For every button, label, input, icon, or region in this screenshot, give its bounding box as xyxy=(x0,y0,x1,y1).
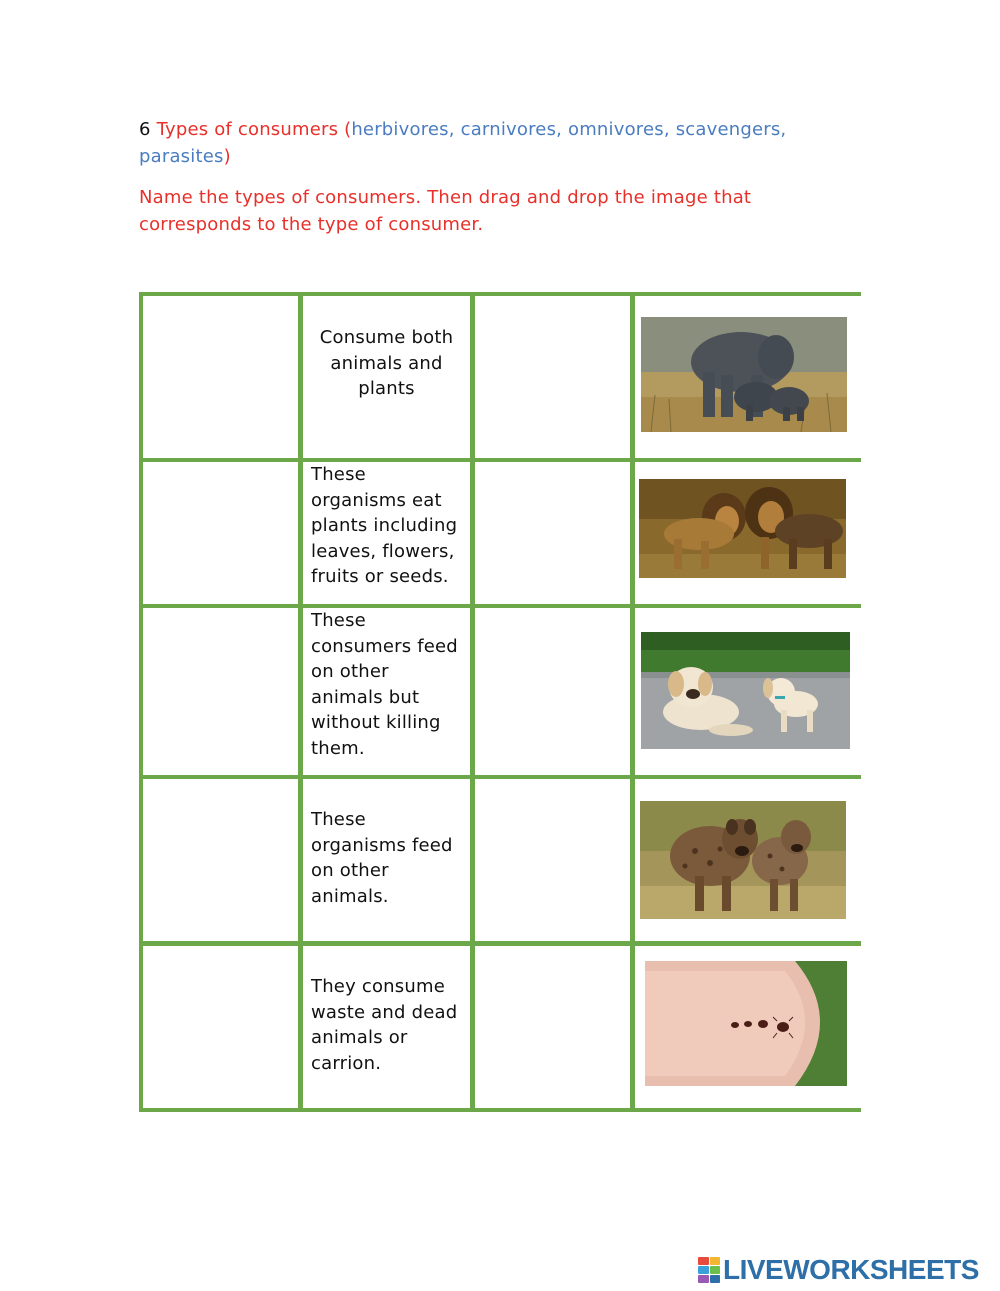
image-drop-box-2[interactable] xyxy=(475,462,630,604)
description-text: These consumers feed on other animals but without killing them. xyxy=(311,610,458,759)
ticks-on-finger-photo[interactable] xyxy=(645,961,847,1086)
description-cell-5 xyxy=(303,946,470,1108)
description-cell-2 xyxy=(303,462,470,604)
description-text: Consume both animals and plants xyxy=(319,327,454,399)
liveworksheets-logo-icon xyxy=(698,1257,720,1283)
image-cell-1 xyxy=(635,296,861,458)
image-cell-5 xyxy=(635,946,861,1108)
image-drop-box-4[interactable] xyxy=(475,779,630,941)
brand-name: LIVEWORKSHEETS xyxy=(723,1254,979,1285)
description-text: They consume waste and dead animals or carrion. xyxy=(311,976,458,1074)
answer-box-2[interactable] xyxy=(143,462,298,604)
image-drop-box-1[interactable] xyxy=(475,296,630,458)
instructions: Name the types of consumers. Then drag and drop the image that corresponds to the type of consumer. xyxy=(139,187,752,235)
title-close-paren: ) xyxy=(223,146,231,167)
lions-photo[interactable] xyxy=(639,479,846,578)
image-cell-2 xyxy=(635,462,861,604)
liveworksheets-logo xyxy=(698,1254,979,1286)
elephants-photo[interactable] xyxy=(641,317,847,432)
description-cell-1 xyxy=(303,296,470,458)
worksheet-title xyxy=(139,116,859,170)
answer-box-5[interactable] xyxy=(143,946,298,1108)
description-cell-3 xyxy=(303,608,470,775)
dogs-photo[interactable] xyxy=(641,632,850,749)
description-text: These organisms eat plants including leaves, flowers, fruits or seeds. xyxy=(311,464,458,587)
title-options: herbivores, carnivores, omnivores, scavengers, parasites xyxy=(139,119,787,167)
answer-box-1[interactable] xyxy=(143,296,298,458)
answer-box-3[interactable] xyxy=(143,608,298,775)
hyenas-photo[interactable] xyxy=(640,801,846,919)
image-cell-3 xyxy=(635,608,861,775)
answer-box-4[interactable] xyxy=(143,779,298,941)
title-heading: Types of consumers ( xyxy=(156,119,352,140)
title-number: 6 xyxy=(139,119,151,140)
image-cell-4 xyxy=(635,779,861,941)
image-drop-box-5[interactable] xyxy=(475,946,630,1108)
consumer-table xyxy=(139,292,861,1112)
description-text: These organisms feed on other animals. xyxy=(311,809,453,907)
image-drop-box-3[interactable] xyxy=(475,608,630,775)
description-cell-4 xyxy=(303,779,470,941)
